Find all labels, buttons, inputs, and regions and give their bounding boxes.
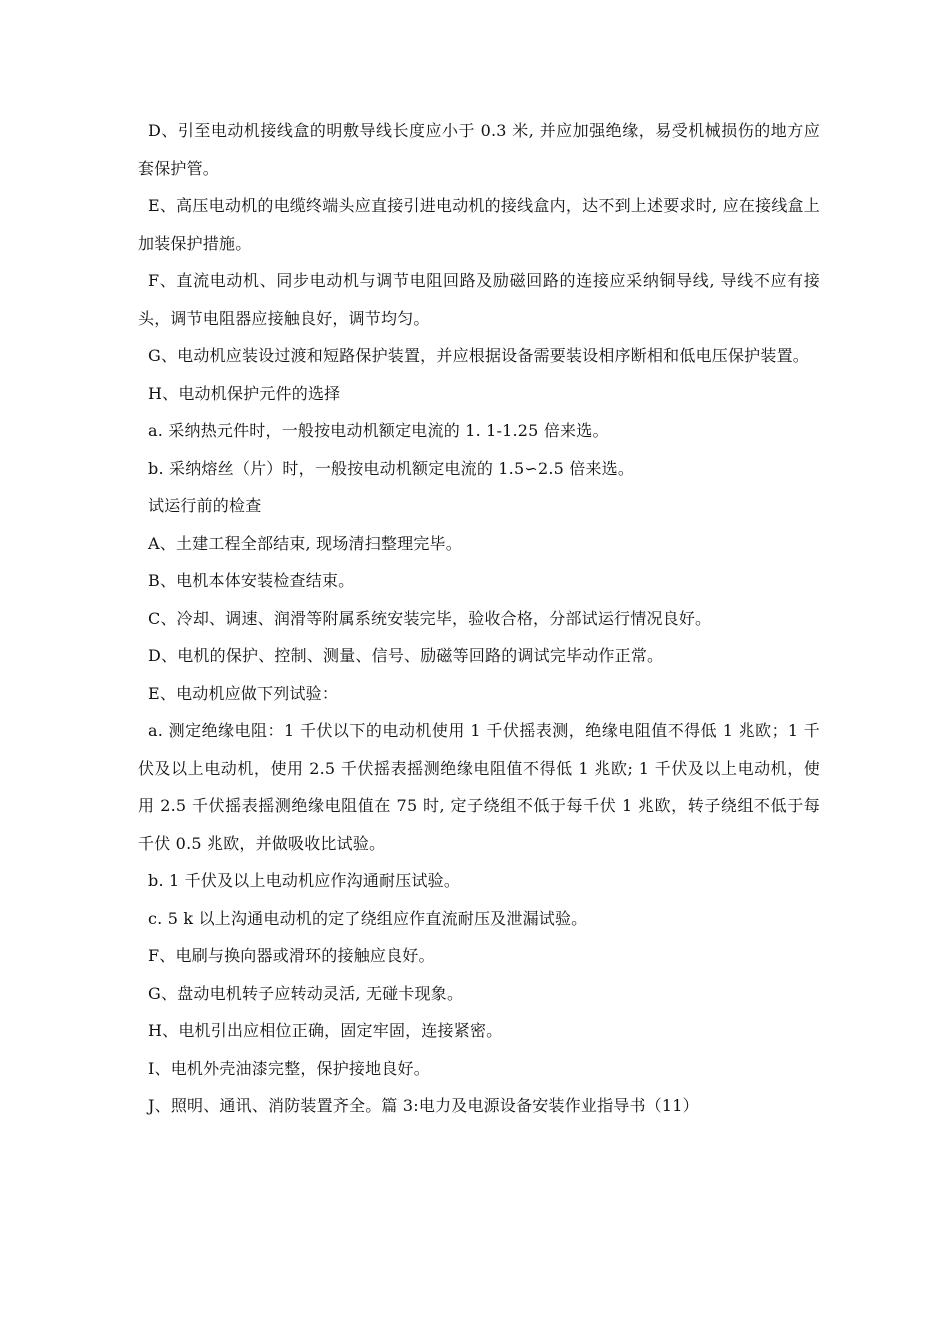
paragraph-g-protection-devices: G、电动机应装设过渡和短路保护装置，并应根据设备需要装设相序断相和低电压保护装置。: [148, 346, 809, 365]
paragraph-i-casing-grounding: I、电机外壳油漆完整，保护接地良好。: [148, 1058, 430, 1078]
paragraph-f-brush-contact: F、电刷与换向器或滑环的接触应良好。: [148, 946, 435, 965]
paragraph-a-insulation-resistance: a. 测定绝缘电阻：1 千伏以下的电动机使用 1 千伏摇表测，绝缘电阻值不得低 1 兆欧；1 千伏及以上电动机，使用 2.5 千伏摇表摇测绝缘电阻值不得低 1 兆欧; 1 千伏及以上电动机，使用 2.5 千伏摇表摇测绝缘电阻值在 75 时, 定子绕组不低于每千伏 1 兆欧，转子绕组不低于每千伏 0.5 兆欧，并做吸收比试验。: [138, 721, 820, 853]
section-heading-pre-trial-check: 试运行前的检查: [148, 496, 262, 515]
paragraph-d-circuit-debugging: D、电机的保护、控制、测量、信号、励磁等回路的调试完毕动作正常。: [148, 646, 664, 665]
paragraph-d-wiring-length: D、引至电动机接线盒的明敷导线长度应小于 0.3 米, 并应加强绝缘，易受机械损伤的地方应套保护管。: [138, 121, 820, 178]
paragraph-h-protection-elements: H、电动机保护元件的选择: [148, 383, 341, 403]
paragraph-e-required-tests: E、电动机应做下列试验：: [148, 683, 339, 703]
paragraph-f-dc-motor-connection: F、直流电动机、同步电动机与调节电阻回路及励磁回路的连接应采纳铜导线, 导线不应有接头，调节电阻器应接触良好，调节均匀。: [138, 271, 820, 328]
paragraph-j-facilities: J、照明、通讯、消防装置齐全。篇 3:电力及电源设备安装作业指导书（11）: [148, 1096, 699, 1115]
paragraph-g-rotor-rotation: G、盘动电机转子应转动灵活, 无碰卡现象。: [148, 983, 464, 1003]
paragraph-b-ac-withstand-test: b. 1 千伏及以上电动机应作沟通耐压试验。: [148, 871, 461, 890]
paragraph-h-phase-connection: H、电机引出应相位正确，固定牢固，连接紧密。: [148, 1021, 503, 1040]
paragraph-a-thermal-element: a. 采纳热元件时，一般按电动机额定电流的 1. 1-1.25 倍来选。: [148, 421, 609, 440]
paragraph-e-cable-terminal: E、高压电动机的电缆终端头应直接引进电动机的接线盒内，达不到上述要求时, 应在接线盒上加装保护措施。: [138, 196, 820, 253]
document-body: [138, 112, 820, 1125]
paragraph-b-fuse: b. 采纳熔丝（片）时，一般按电动机额定电流的 1.5∽2.5 倍来选。: [148, 458, 635, 478]
paragraph-c-auxiliary-systems: C、冷却、调速、润滑等附属系统安装完毕，验收合格，分部试运行情况良好。: [148, 608, 712, 628]
paragraph-b-motor-body: B、电机本体安装检查结束。: [148, 571, 355, 590]
paragraph-c-dc-withstand-test: c. 5 k 以上沟通电动机的定了绕组应作直流耐压及泄漏试验。: [148, 908, 588, 928]
paragraph-a-civil-works: A、土建工程全部结束, 现场清扫整理完毕。: [148, 533, 462, 553]
